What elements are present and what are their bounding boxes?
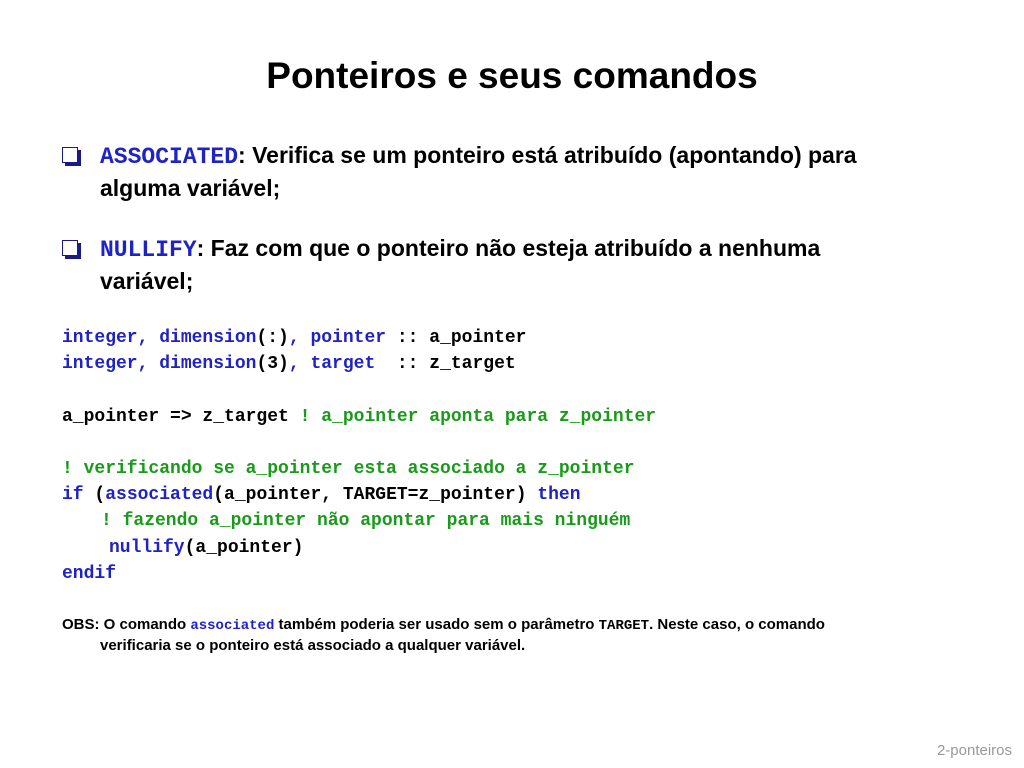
hollow-square-bullet-icon — [62, 147, 78, 163]
code-keyword: , target — [288, 354, 376, 374]
code-keyword: , pointer — [288, 328, 387, 348]
code-text: a_pointer => z_target — [62, 407, 300, 427]
keyword-associated: ASSOCIATED — [100, 144, 239, 170]
keyword-nullify: NULLIFY — [100, 237, 197, 263]
slide-title: Ponteiros e seus comandos — [266, 55, 758, 96]
code-text: ( — [83, 485, 106, 505]
obs-line2: verificaria se o ponteiro está associado a qualquer variável. — [100, 637, 526, 654]
code-comment: ! fazendo a_pointer não apontar para mais ninguém — [101, 511, 631, 531]
code-keyword: if — [62, 485, 84, 505]
code-text: (:) — [256, 328, 289, 348]
code-line-3 — [62, 404, 656, 430]
obs-keyword-target: TARGET — [598, 618, 650, 634]
code-line-6 — [101, 508, 630, 534]
code-text: (3) — [256, 354, 289, 374]
code-keyword: then — [537, 485, 581, 505]
code-line-5 — [62, 482, 581, 508]
code-text: (a_pointer, TARGET=z_pointer) — [213, 485, 538, 505]
hollow-square-bullet-icon — [62, 240, 78, 256]
code-line-8 — [62, 561, 116, 587]
code-keyword: nullify — [109, 538, 185, 558]
code-line-2 — [62, 351, 516, 377]
bullet-line2: variável; — [100, 268, 194, 294]
obs-keyword: associated — [190, 618, 275, 634]
code-line-7 — [109, 535, 303, 561]
obs-note — [62, 615, 962, 655]
bullet-text — [100, 233, 962, 297]
code-text: :: a_pointer — [386, 328, 527, 348]
obs-text: . Neste caso, o comando — [649, 616, 825, 633]
obs-text: também poderia ser usado sem o parâmetro — [274, 616, 599, 633]
slide-footer-label: 2-ponteiros — [936, 742, 1012, 759]
bullet-associated — [62, 140, 962, 204]
bullet-nullify — [62, 233, 962, 297]
obs-text: OBS: O comando — [62, 616, 191, 633]
bullet-text — [100, 140, 962, 204]
code-keyword: integer, dimension — [62, 328, 257, 348]
bullet-line1: : Verifica se um ponteiro está atribuído (apontando) para — [238, 142, 857, 168]
code-comment: ! verificando se a_pointer esta associado a z_pointer — [62, 459, 635, 479]
code-comment: ! a_pointer aponta para z_pointer — [299, 407, 657, 427]
code-keyword: integer, dimension — [62, 354, 257, 374]
code-text: (a_pointer) — [184, 538, 304, 558]
code-line-4 — [62, 456, 635, 482]
code-keyword: endif — [62, 564, 117, 584]
code-line-1 — [62, 325, 527, 351]
code-text: :: z_target — [375, 354, 516, 374]
bullet-line2: alguma variável; — [100, 175, 281, 201]
bullet-line1: : Faz com que o ponteiro não esteja atribuído a nenhuma — [196, 235, 821, 261]
code-keyword: associated — [105, 485, 214, 505]
